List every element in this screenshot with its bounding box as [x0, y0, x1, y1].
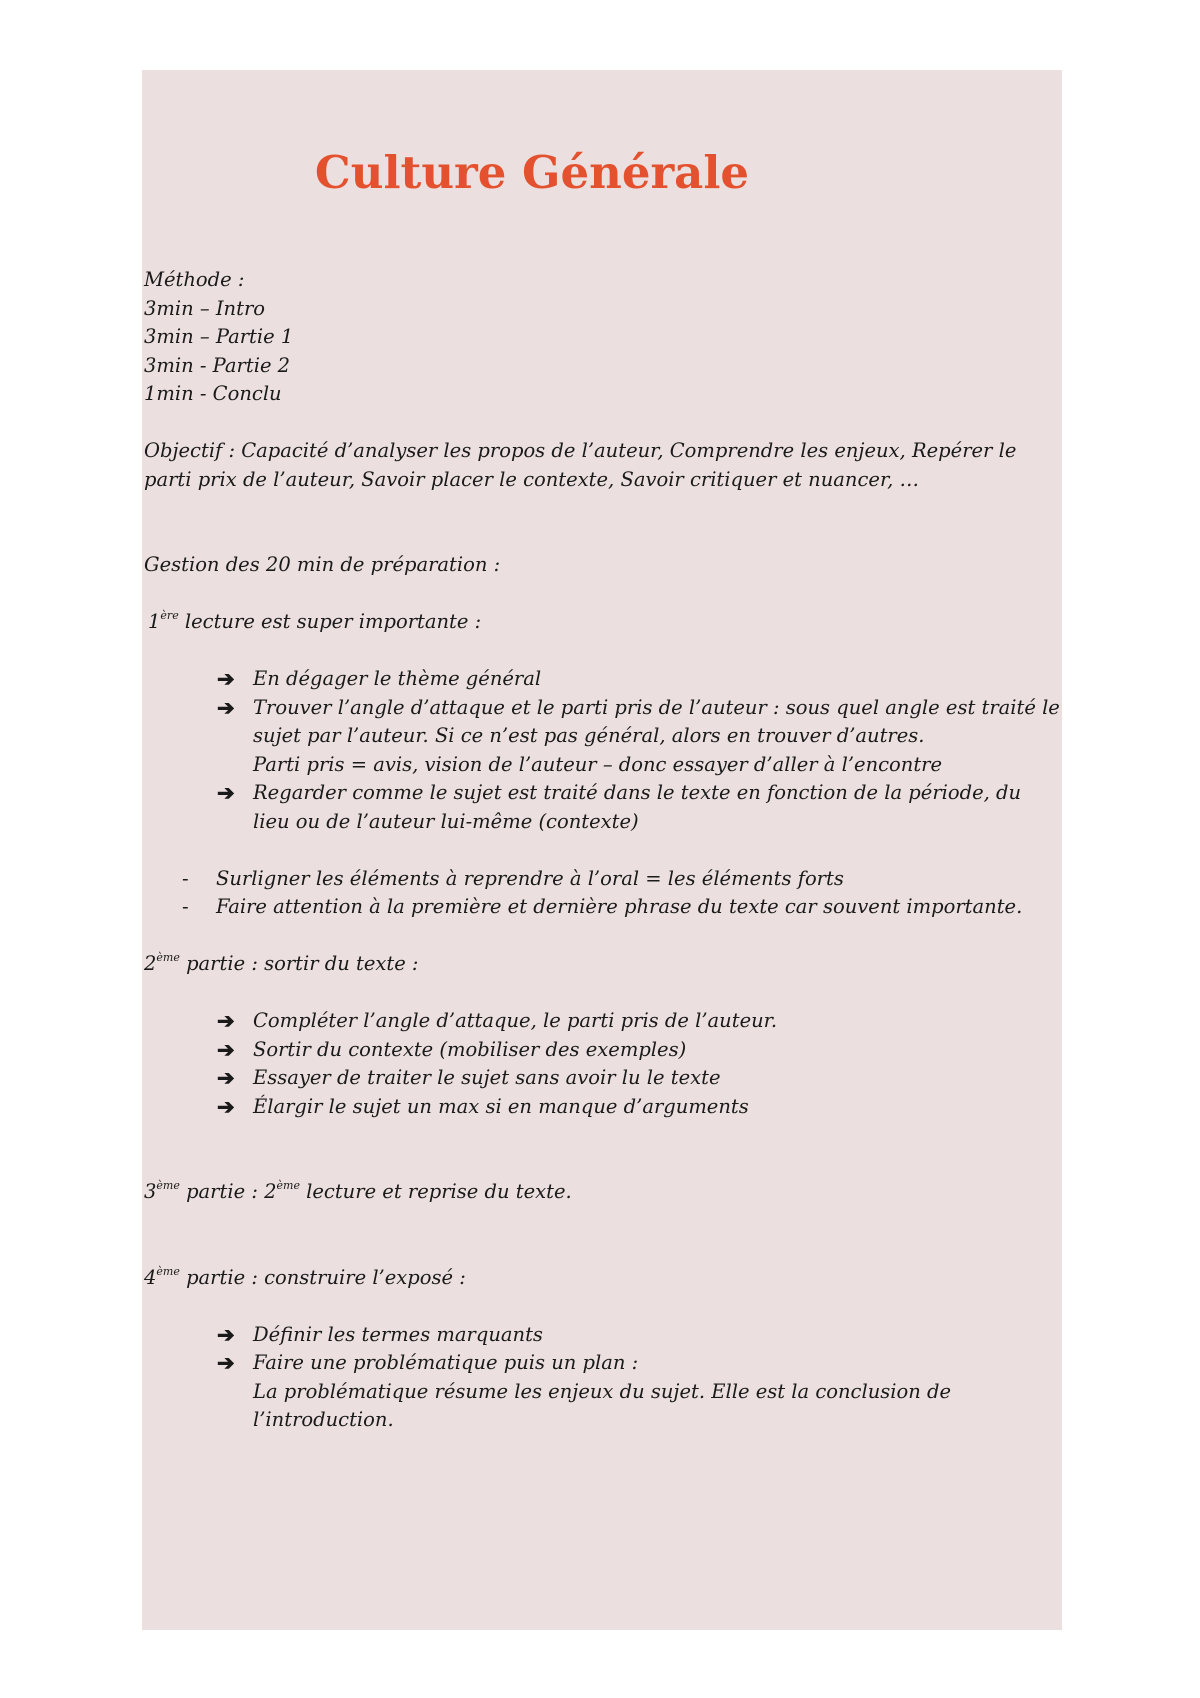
arrow-icon: ➔ — [217, 666, 235, 691]
methode-heading: Méthode : — [144, 268, 245, 291]
gestion-heading: Gestion des 20 min de préparation : — [144, 553, 501, 576]
list-item: ➔ Essayer de traiter le sujet sans avoir lu le texte — [217, 1064, 1062, 1093]
list-item: - Surligner les éléments à reprendre à l’oral = les éléments forts — [182, 865, 1062, 894]
list-item: ➔ Regarder comme le sujet est traité dans le texte en fonction de la période, du lieu ou de l’auteur lui-même (contexte) — [217, 780, 1022, 833]
section4-arrow-list — [144, 1321, 1062, 1435]
arrow-icon: ➔ — [217, 1008, 235, 1033]
list-item: ➔ Faire une problématique puis un plan : La problématique résume les enjeux du sujet. Elle est la conclusion de l’introduction. — [217, 1350, 952, 1431]
list-item: ➔ Définir les termes marquants — [217, 1321, 1062, 1350]
methode-step: 3min – Partie 1 — [144, 325, 294, 348]
section1-dash-list — [144, 865, 1062, 922]
arrow-icon: ➔ — [217, 1350, 235, 1375]
list-item: ➔ Sortir du contexte (mobiliser des exemples) — [217, 1036, 1062, 1065]
methode-step: 3min – Intro — [144, 296, 265, 320]
dash-bullet: - — [182, 866, 189, 890]
arrow-icon: ➔ — [217, 1036, 235, 1062]
section3-heading: 3ème partie : 2ème lecture et reprise du texte. — [144, 1179, 572, 1203]
section1-arrow-list — [144, 665, 1062, 836]
methode-step: 1min - Conclu — [144, 382, 282, 405]
list-item: - Faire attention à la première et dernière phrase du texte car souvent importante. — [182, 893, 1062, 922]
arrow-icon: ➔ — [217, 1321, 235, 1347]
dash-bullet: - — [182, 895, 189, 918]
arrow-icon: ➔ — [217, 780, 235, 805]
list-item: ➔ Trouver l’angle d’attaque et le parti pris de l’auteur : sous quel angle est traité le sujet par l’auteur. Si ce n’est pas général, alors en trouver d’autres. Parti pris = avis, vision de l’auteur – donc essayer d’aller à l’encontre — [217, 694, 1060, 776]
list-item: ➔ Compléter l’angle d’attaque, le parti pris de l’auteur. — [217, 1007, 1062, 1036]
arrow-icon: ➔ — [217, 1065, 235, 1090]
list-item: ➔ Élargir le sujet un max si en manque d’arguments — [217, 1093, 1062, 1122]
list-item: ➔ En dégager le thème général — [217, 665, 1062, 694]
section1-heading: 1ère lecture est super importante : — [148, 609, 482, 633]
section2-arrow-list — [144, 1007, 1062, 1121]
page-title: Culture Générale — [314, 146, 750, 199]
document-page — [142, 70, 1062, 1630]
methode-step: 3min - Partie 2 — [144, 353, 291, 377]
section4-heading: 4ème partie : construire l’exposé : — [144, 1264, 466, 1289]
document-body — [144, 266, 1062, 1435]
arrow-icon: ➔ — [217, 694, 235, 720]
objectif-paragraph: Objectif : Capacité d’analyser les propos de l’auteur, Comprendre les enjeux, Repérer le parti prix de l’auteur, Savoir placer le contexte, Savoir critiquer et nuancer, … — [144, 439, 1017, 491]
arrow-icon: ➔ — [217, 1093, 235, 1119]
section2-heading: 2ème partie : sortir du texte : — [144, 951, 419, 975]
